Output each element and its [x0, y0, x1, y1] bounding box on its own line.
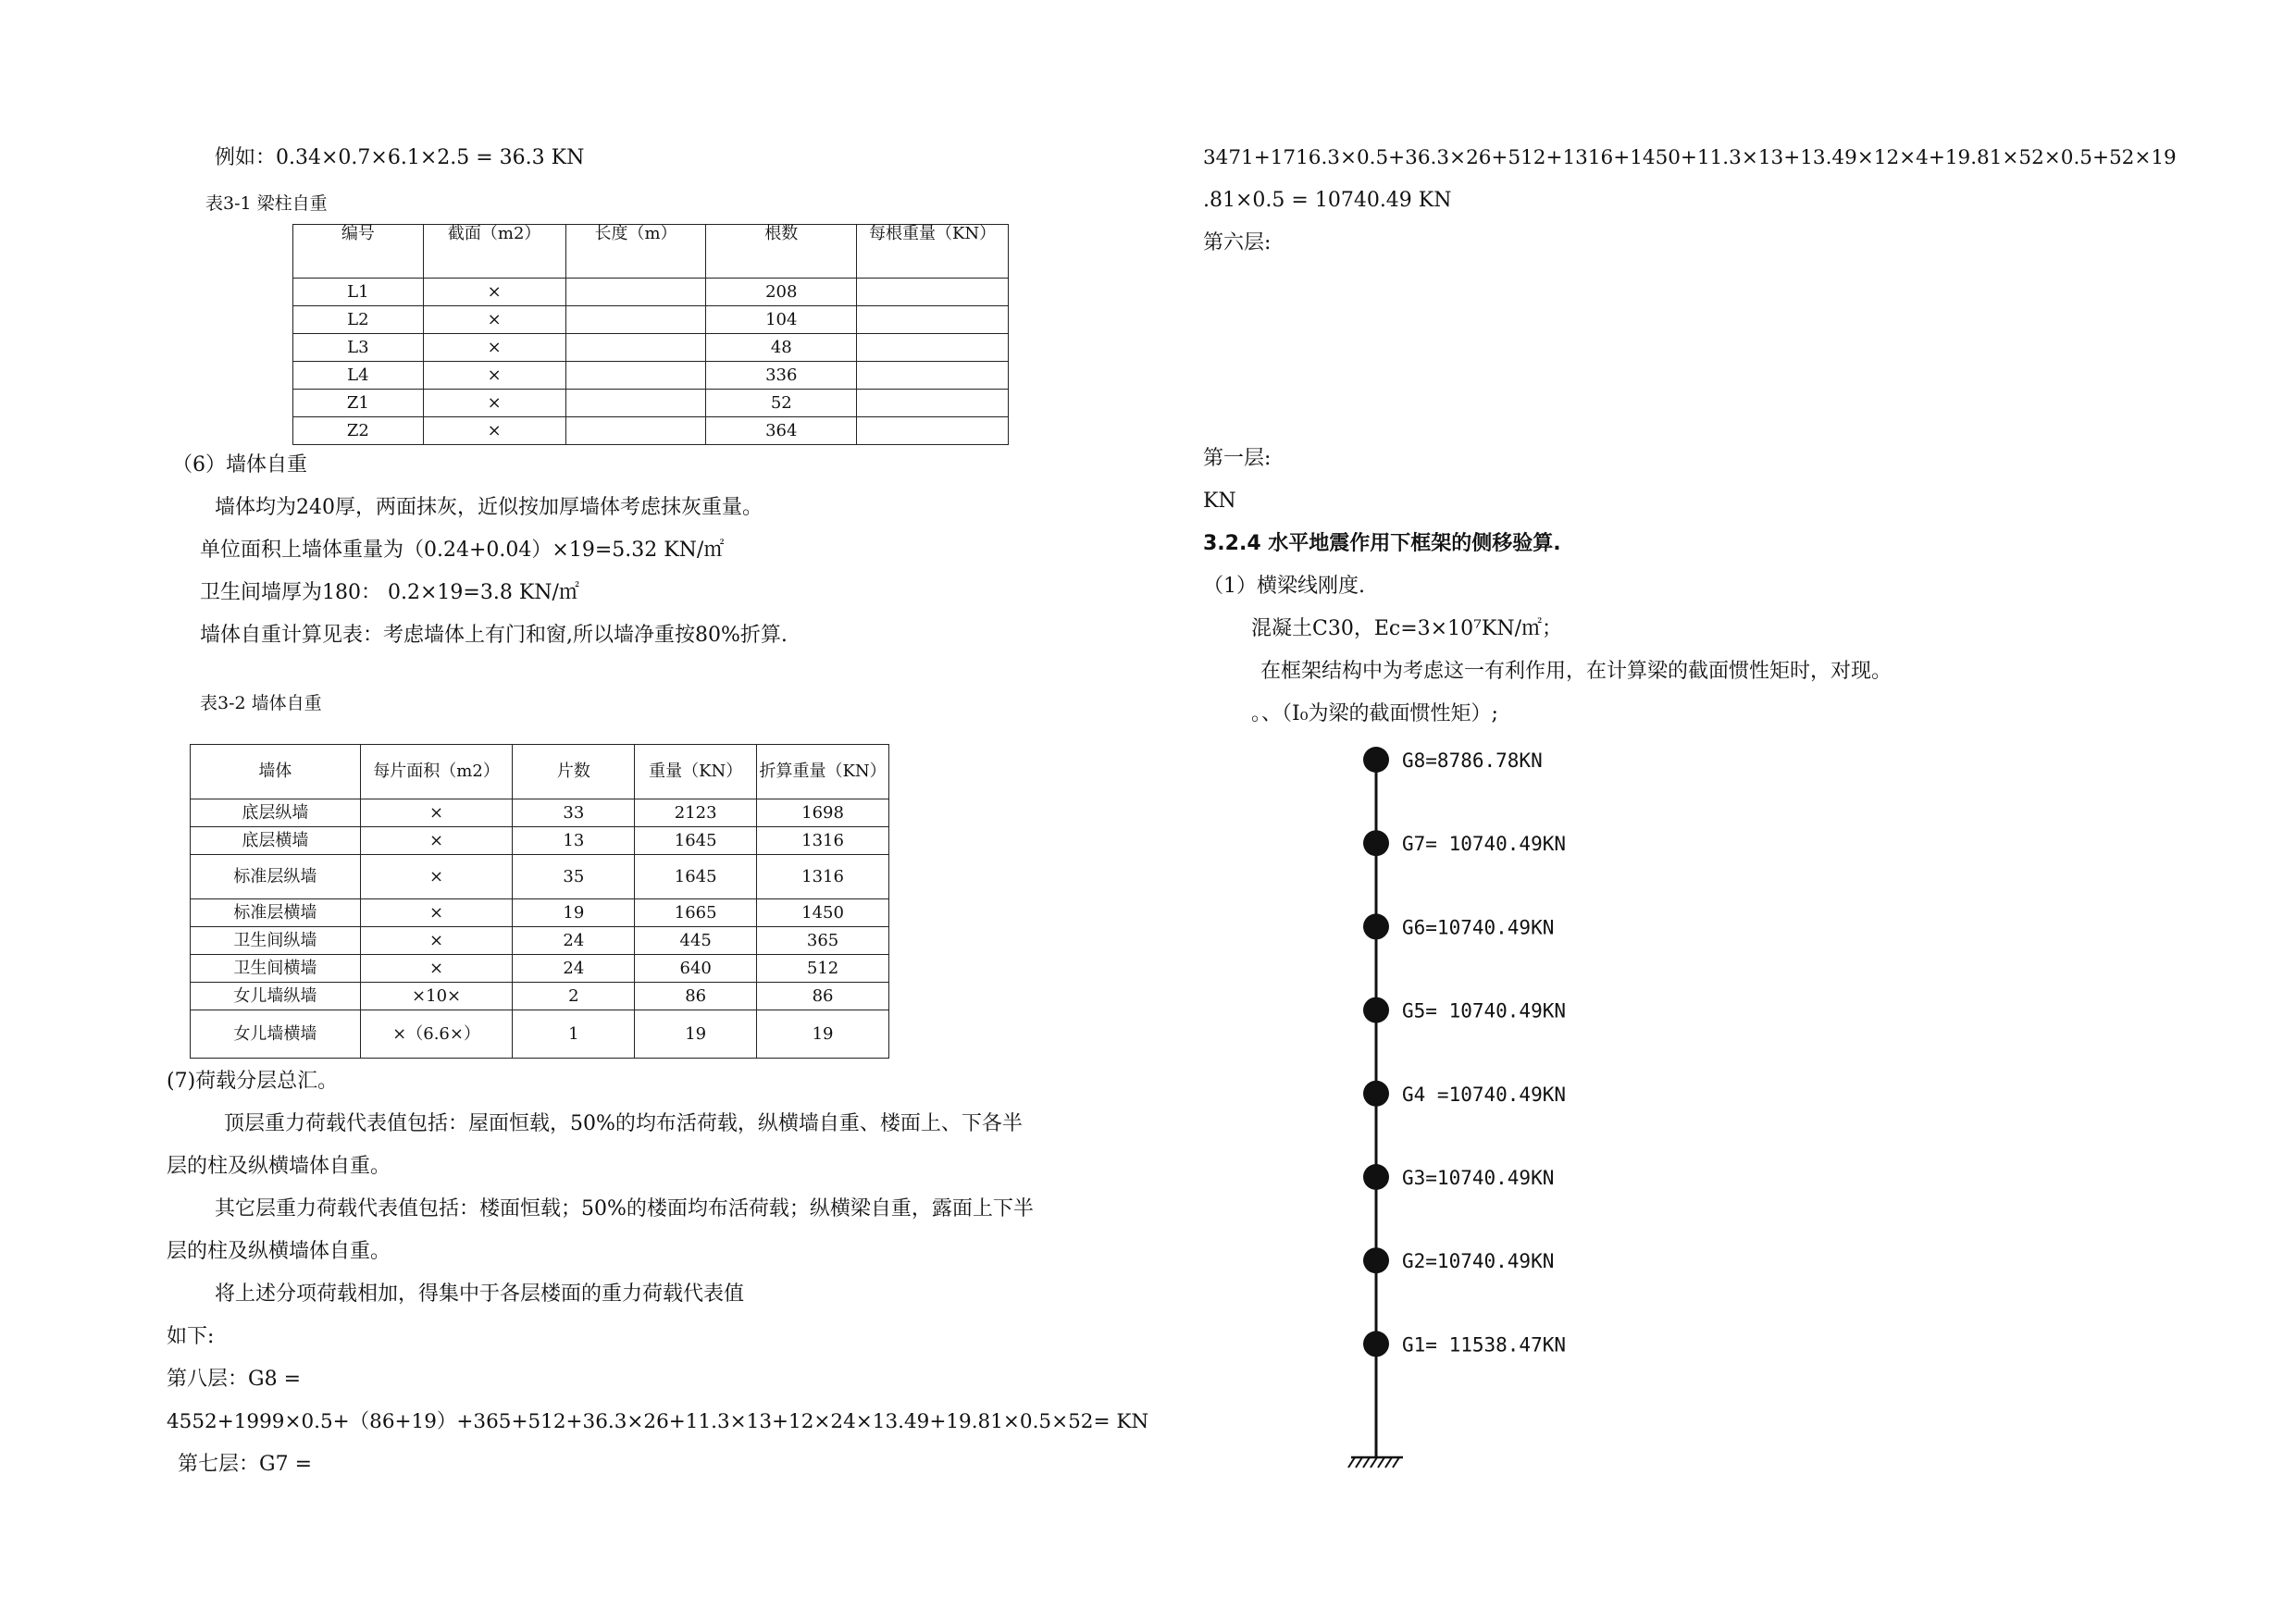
table-cell: ×10×: [360, 983, 513, 1010]
table-cell: ×: [360, 827, 513, 855]
table-cell: Z2: [293, 417, 424, 445]
hatch-mark: [1356, 1457, 1362, 1468]
table-cell: ×: [423, 334, 565, 362]
load-line: 层的柱及纵横墙体自重。: [167, 1240, 391, 1263]
table-cell: 512: [757, 955, 889, 983]
table1-header: 长度（m）: [565, 225, 706, 279]
table-cell: 女儿墙横墙: [191, 1010, 361, 1059]
floor1-label: 第一层:: [1203, 447, 1272, 470]
hatch-mark: [1378, 1457, 1384, 1468]
table-cell: 35: [513, 855, 635, 899]
table-cell: ×（6.6×）: [360, 1010, 513, 1059]
table-cell: 19: [635, 1010, 757, 1059]
table-cell: 标准层纵墙: [191, 855, 361, 899]
load-line: 层的柱及纵横墙体自重。: [167, 1155, 391, 1178]
floor-mass-node: [1363, 997, 1389, 1023]
wall-line: 单位面积上墙体重量为（0.24+0.04）×19=5.32 KN/㎡: [200, 539, 725, 562]
table-cell: L2: [293, 306, 424, 334]
floor-mass-node: [1363, 1331, 1389, 1357]
floor8-label: 第八层：G8 =: [167, 1368, 301, 1391]
floor-mass-label: G3=10740.49KN: [1402, 1167, 1555, 1189]
table2-caption: 表3-2 墙体自重: [200, 693, 322, 713]
table-cell: 1316: [757, 827, 889, 855]
table-cell: ×: [423, 390, 565, 417]
table-cell: 24: [513, 955, 635, 983]
floor-mass-node: [1363, 913, 1389, 939]
table-cell: 208: [706, 279, 857, 306]
table-cell: ×: [423, 306, 565, 334]
example-formula: 例如：0.34×0.7×6.1×2.5 = 36.3 KN: [215, 146, 585, 169]
inertia-note: 。、（I₀为梁的截面惯性矩）;: [1251, 702, 1498, 725]
table-cell: 女儿墙纵墙: [191, 983, 361, 1010]
table-cell: ×: [360, 955, 513, 983]
table-cell: 640: [635, 955, 757, 983]
table2-header: 折算重量（KN）: [757, 745, 889, 799]
table-cell: 标准层横墙: [191, 899, 361, 927]
table-cell: 1665: [635, 899, 757, 927]
table-cell: 1316: [757, 855, 889, 899]
table-cell: ×: [360, 899, 513, 927]
section-heading: 3.2.4 水平地震作用下框架的侧移验算.: [1203, 532, 1561, 555]
table-cell: 52: [706, 390, 857, 417]
load-heading: (7)荷载分层总汇。: [167, 1070, 339, 1093]
table-cell: 底层纵墙: [191, 799, 361, 827]
load-line: 将上述分项荷载相加，得集中于各层楼面的重力荷载代表值: [215, 1282, 745, 1306]
table-cell: 336: [706, 362, 857, 390]
table-cell: 86: [635, 983, 757, 1010]
floor-mass-label: G7= 10740.49KN: [1402, 833, 1567, 856]
table1-caption: 表3-1 梁柱自重: [205, 193, 328, 214]
floor7-formula-line2: .81×0.5 = 10740.49 KN: [1203, 189, 1452, 212]
table-cell: ×: [423, 417, 565, 445]
table2-header: 墙体: [191, 745, 361, 799]
table-cell: 19: [513, 899, 635, 927]
table-cell: 365: [757, 927, 889, 955]
table-cell: 1645: [635, 855, 757, 899]
wall-line: 墙体均为240厚，两面抹灰，近似按加厚墙体考虑抹灰重量。: [215, 496, 763, 519]
table-cell: 1450: [757, 899, 889, 927]
floor6-label: 第六层:: [1203, 231, 1272, 254]
floor-mass-label: G6=10740.49KN: [1402, 916, 1555, 939]
load-line: 其它层重力荷载代表值包括：楼面恒载；50%的楼面均布活荷载；纵横梁自重，露面上下半: [215, 1197, 1034, 1220]
table-cell: L1: [293, 279, 424, 306]
table-cell: 1645: [635, 827, 757, 855]
table2-header: 重量（KN）: [635, 745, 757, 799]
table-cell: 48: [706, 334, 857, 362]
table-cell: 1: [513, 1010, 635, 1059]
table-cell: 1698: [757, 799, 889, 827]
wall-heading: （6）墙体自重: [172, 453, 307, 477]
floor-mass-node: [1363, 1247, 1389, 1273]
table-cell: 13: [513, 827, 635, 855]
table-cell: 104: [706, 306, 857, 334]
fixed-support-hatch: [1348, 1457, 1399, 1468]
table-cell: 底层横墙: [191, 827, 361, 855]
beam-stiffness-heading: （1）横梁线刚度.: [1203, 575, 1365, 598]
table-cell: ×: [360, 799, 513, 827]
floor-mass-node: [1363, 1081, 1389, 1107]
table-cell: 445: [635, 927, 757, 955]
floor-mass-label: G1= 11538.47KN: [1402, 1333, 1567, 1357]
hatch-mark: [1348, 1457, 1355, 1468]
floor1-unit: KN: [1203, 489, 1236, 513]
load-line: 如下:: [167, 1325, 215, 1348]
frame-note: 在框架结构中为考虑这一有利作用，在计算梁的截面惯性矩时，对现。: [1260, 660, 1893, 683]
floor-mass-node: [1363, 1164, 1389, 1190]
table-cell: L4: [293, 362, 424, 390]
concrete-spec: 混凝土C30，Ec=3×10⁷KN/㎡；: [1251, 617, 1562, 640]
table-cell: ×: [423, 362, 565, 390]
table2-header: 片数: [513, 745, 635, 799]
wall-line: 卫生间墙厚为180： 0.2×19=3.8 KN/㎡: [200, 581, 579, 604]
hatch-mark: [1371, 1457, 1377, 1468]
table-cell: 24: [513, 927, 635, 955]
table1-header: 每根重量（KN）: [857, 225, 1009, 279]
table-cell: L3: [293, 334, 424, 362]
table1-header: 截面（m2）: [423, 225, 565, 279]
table1-header: 编号: [293, 225, 424, 279]
table-cell: Z1: [293, 390, 424, 417]
table-cell: 33: [513, 799, 635, 827]
floor-mass-label: G8=8786.78KN: [1402, 750, 1543, 772]
floor8-formula: 4552+1999×0.5+（86+19）+365+512+36.3×26+11.3×13+12×24×13.49+19.81×0.5×52= KN: [167, 1410, 1149, 1433]
table-cell: ×: [423, 279, 565, 306]
table-cell: 2123: [635, 799, 757, 827]
hatch-mark: [1385, 1457, 1392, 1468]
table-cell: 卫生间纵墙: [191, 927, 361, 955]
table-cell: 19: [757, 1010, 889, 1059]
table-cell: 2: [513, 983, 635, 1010]
floor-mass-node: [1363, 747, 1389, 773]
floor-mass-label: G5= 10740.49KN: [1402, 999, 1567, 1022]
table-cell: 卫生间横墙: [191, 955, 361, 983]
table-cell: 86: [757, 983, 889, 1010]
hatch-mark: [1393, 1457, 1399, 1468]
table1-header: 根数: [706, 225, 857, 279]
table-cell: ×: [360, 855, 513, 899]
floor7-label: 第七层：G7 =: [178, 1453, 312, 1476]
table-cell: ×: [360, 927, 513, 955]
table2-header: 每片面积（m2）: [360, 745, 513, 799]
load-line: 顶层重力荷载代表值包括：屋面恒载，50%的均布活荷载，纵横墙自重、楼面上、下各半: [224, 1112, 1023, 1135]
wall-line: 墙体自重计算见表：考虑墙体上有门和窗,所以墙净重按80%折算.: [200, 624, 788, 647]
hatch-mark: [1363, 1457, 1370, 1468]
floor7-formula-line1: 3471+1716.3×0.5+36.3×26+512+1316+1450+11.3×13+13.49×12×4+19.81×52×0.5+52×19: [1203, 146, 2177, 169]
table-cell: 364: [706, 417, 857, 445]
floor-mass-node: [1363, 830, 1389, 856]
floor-mass-label: G2=10740.49KN: [1402, 1250, 1555, 1273]
floor-mass-label: G4 =10740.49KN: [1402, 1083, 1567, 1106]
